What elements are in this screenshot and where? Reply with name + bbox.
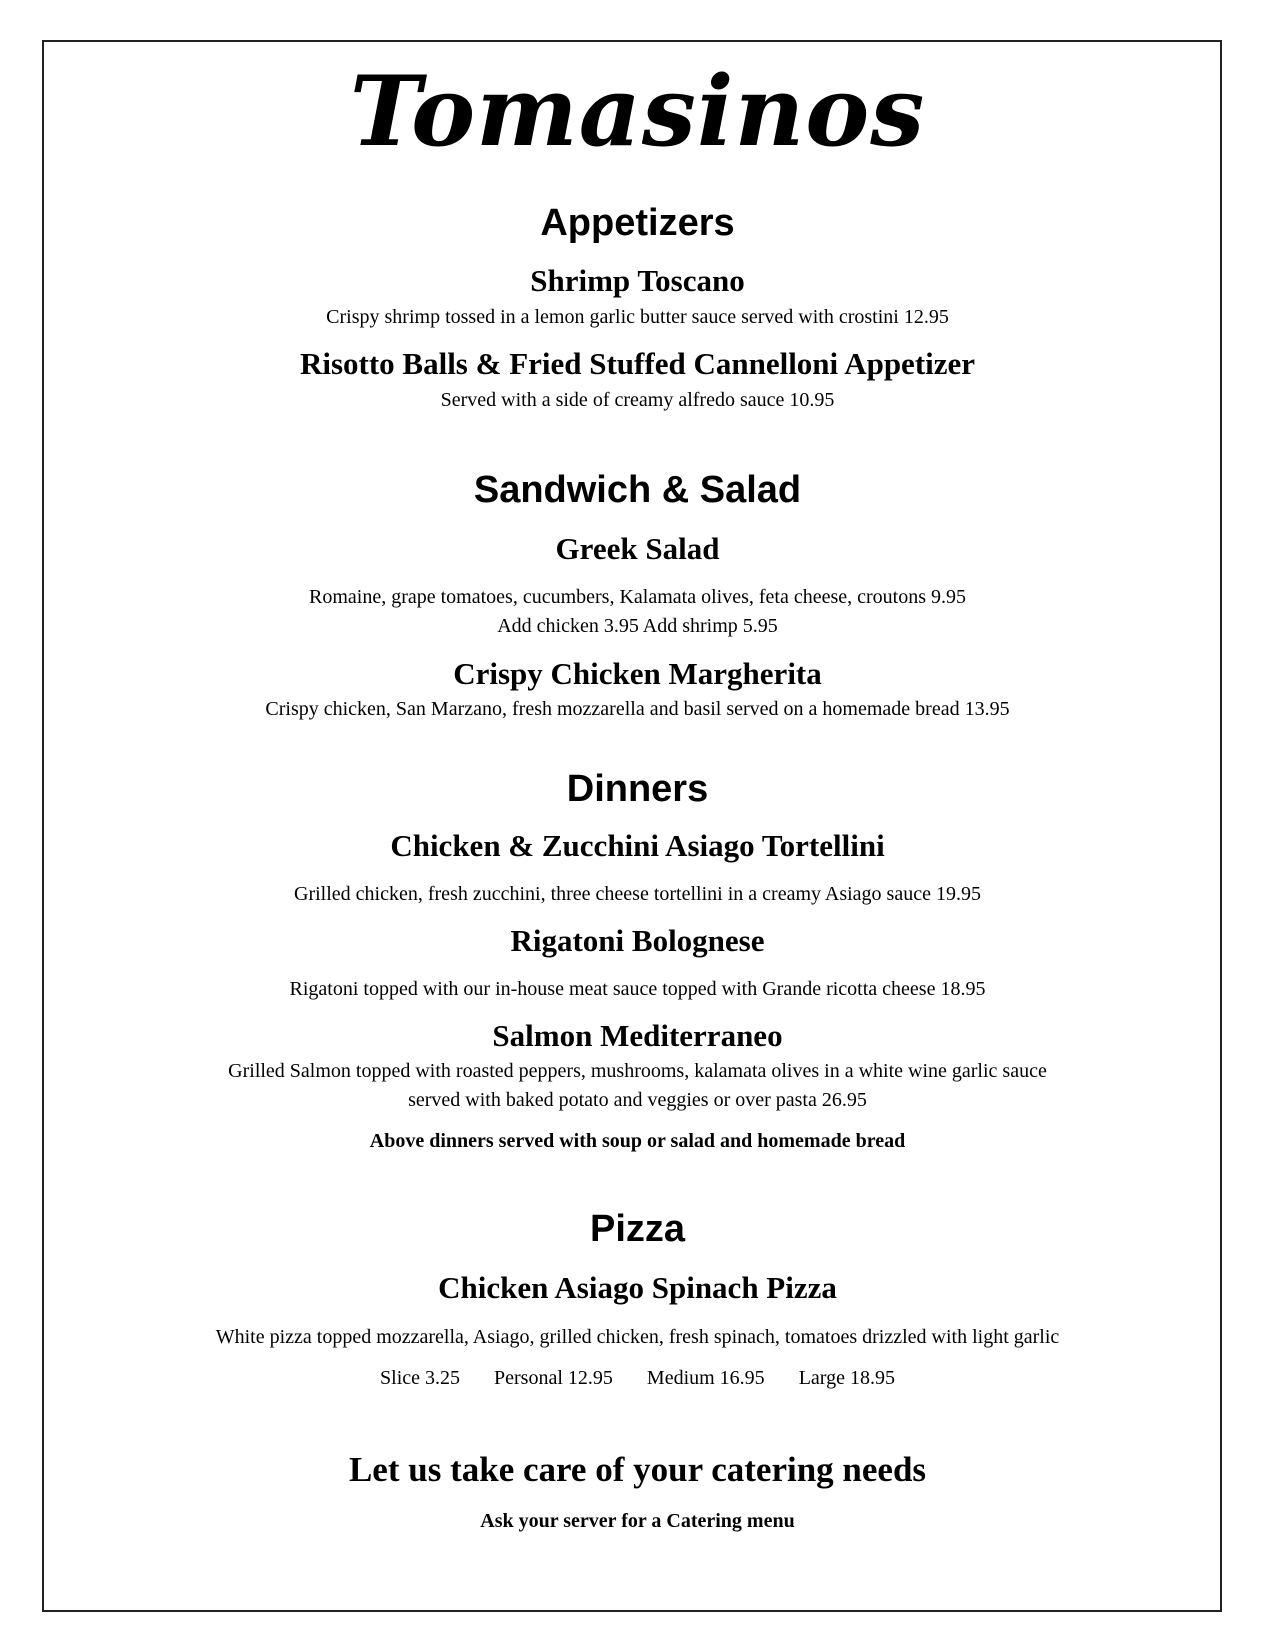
section-heading-pizza: Pizza bbox=[589, 1208, 686, 1250]
menu-item-description: Grilled chicken, fresh zucchini, three cheese tortellini in a creamy Asiago sauce 19.95 bbox=[294, 883, 981, 905]
menu-item-description: served with baked potato and veggies or over pasta 26.95 bbox=[408, 1089, 867, 1111]
menu-item-name: Salmon Mediterraneo bbox=[492, 1018, 783, 1053]
catering-heading: Let us take care of your catering needs bbox=[348, 1450, 927, 1489]
menu-item-description: Romaine, grape tomatoes, cucumbers, Kalamata olives, feta cheese, croutons 9.95 bbox=[309, 586, 966, 608]
menu-item-description: Crispy shrimp tossed in a lemon garlic butter sauce served with crostini 12.95 bbox=[326, 306, 949, 328]
pizza-size-medium: Medium 16.95 bbox=[646, 1367, 765, 1389]
pizza-size-prices bbox=[0, 1364, 1275, 1392]
menu-item-name: Shrimp Toscano bbox=[530, 263, 745, 298]
menu-item-addons: Add chicken 3.95 Add shrimp 5.95 bbox=[497, 615, 778, 637]
section-heading-dinners: Dinners bbox=[566, 768, 709, 810]
menu-item-name: Rigatoni Bolognese bbox=[510, 923, 765, 958]
section-heading-sandwich-salad: Sandwich & Salad bbox=[473, 469, 802, 511]
menu-item-description: Rigatoni topped with our in-house meat sauce topped with Grande ricotta cheese 18.95 bbox=[289, 978, 986, 1000]
pizza-size-slice: Slice 3.25 bbox=[380, 1367, 461, 1389]
dinners-note: Above dinners served with soup or salad and homemade bread bbox=[369, 1130, 906, 1152]
menu-item-name: Risotto Balls & Fried Stuffed Cannelloni Appetizer bbox=[299, 346, 976, 381]
menu-item-description: Crispy chicken, San Marzano, fresh mozzarella and basil served on a homemade bread 13.95 bbox=[265, 698, 1010, 720]
restaurant-title: Tomasinos bbox=[349, 55, 926, 168]
menu-item-name: Crispy Chicken Margherita bbox=[453, 656, 822, 691]
pizza-size-large: Large 18.95 bbox=[798, 1367, 895, 1389]
catering-subtext: Ask your server for a Catering menu bbox=[480, 1510, 795, 1532]
menu-item-name: Chicken & Zucchini Asiago Tortellini bbox=[390, 828, 885, 863]
menu-item-description: Served with a side of creamy alfredo sauce 10.95 bbox=[440, 389, 835, 411]
pizza-size-personal: Personal 12.95 bbox=[494, 1367, 613, 1389]
menu-item-description: White pizza topped mozzarella, Asiago, grilled chicken, fresh spinach, tomatoes drizzled with light garlic bbox=[215, 1326, 1060, 1348]
menu-item-description: Grilled Salmon topped with roasted peppers, mushrooms, kalamata olives in a white wine garlic sauce bbox=[228, 1060, 1047, 1082]
menu-item-name: Chicken Asiago Spinach Pizza bbox=[438, 1270, 837, 1305]
menu-item-name: Greek Salad bbox=[555, 531, 720, 566]
section-heading-appetizers: Appetizers bbox=[540, 202, 735, 244]
